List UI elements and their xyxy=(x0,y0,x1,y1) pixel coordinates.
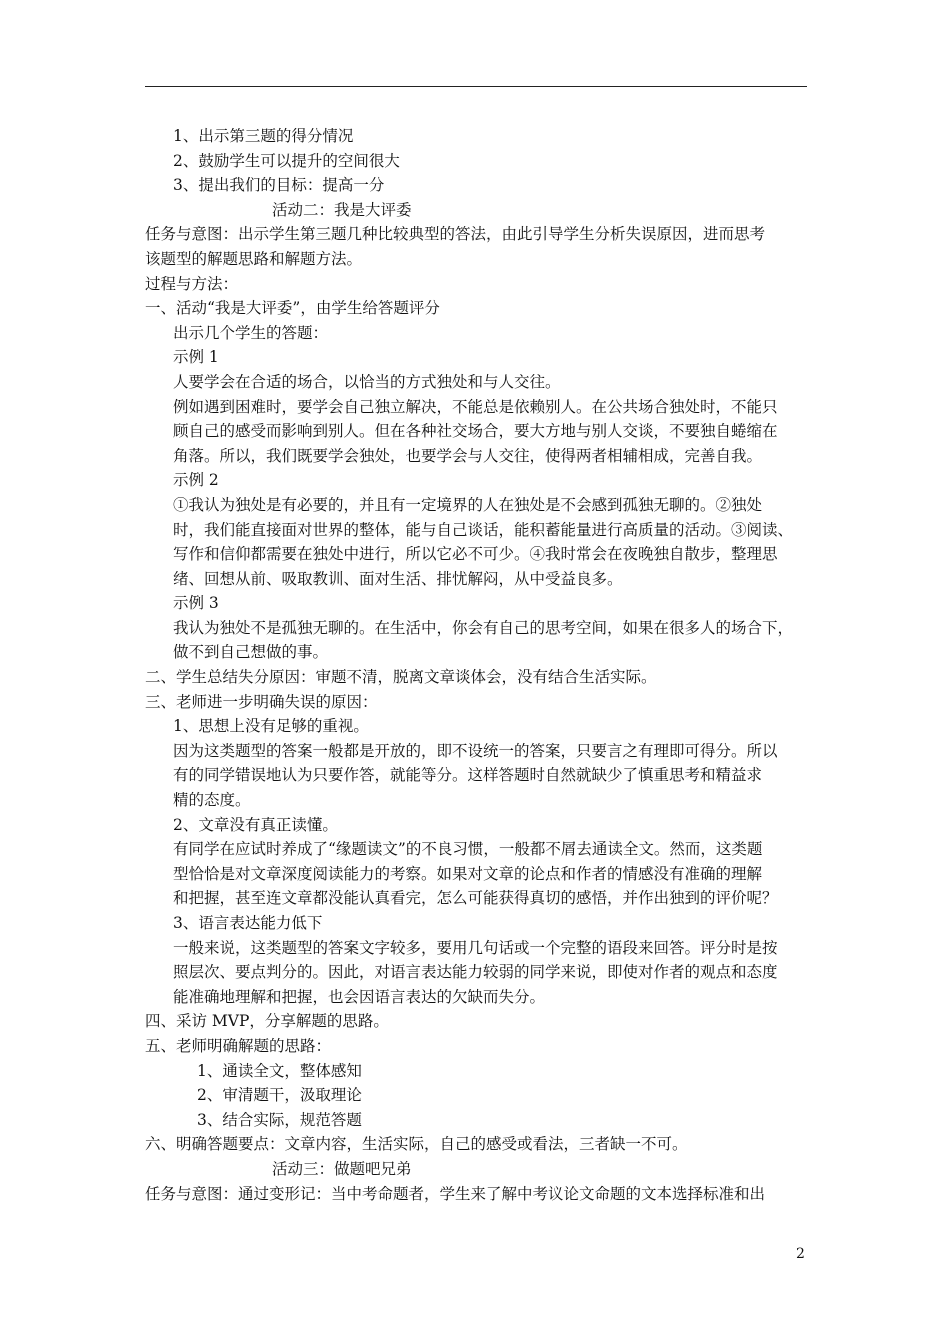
text-line: 2、鼓励学生可以提升的空间很大 xyxy=(173,151,400,170)
text-line: ①我认为独处是有必要的，并且有一定境界的人在独处是不会感到孤独无聊的。②独处 xyxy=(173,495,763,514)
text-line: 有同学在应试时养成了“缘题读文”的不良习惯，一般都不屑去通读全文。然而，这类题 xyxy=(173,840,763,859)
text-line: 任务与意图：通过变形记：当中考命题者，学生来了解中考议论文命题的文本选择标准和出 xyxy=(145,1184,766,1203)
text-line: 一、活动“我是大评委”，由学生给答题评分 xyxy=(145,299,440,318)
text-line: 1、通读全文，整体感知 xyxy=(197,1061,362,1080)
text-line: 二、学生总结失分原因：审题不清，脱离文章谈体会，没有结合生活实际。 xyxy=(145,668,657,687)
text-line: 一般来说，这类题型的答案文字较多，要用几句话或一个完整的语段来回答。评分时是按 xyxy=(173,938,778,957)
text-line: 时，我们能直接面对世界的整体，能与自己谈话，能积蓄能量进行高质量的活动。③阅读、 xyxy=(173,520,794,539)
text-line: 顾自己的感受而影响到别人。但在各种社交场合，要大方地与别人交谈，不要独自蜷缩在 xyxy=(173,422,778,441)
section-heading: 活动三：做题吧兄弟 xyxy=(272,1159,412,1178)
header-rule xyxy=(145,86,807,87)
text-line: 和把握，甚至连文章都没能认真看完，怎么可能获得真切的感悟，并作出独到的评价呢？ xyxy=(173,889,778,908)
text-line: 示例 2 xyxy=(173,471,219,490)
document-body xyxy=(145,124,813,1206)
text-line: 有的同学错误地认为只要作答，就能等分。这样答题时自然就缺少了慎重思考和精益求 xyxy=(173,766,763,785)
text-line: 能准确地理解和把握，也会因语言表达的欠缺而失分。 xyxy=(173,987,546,1006)
text-line: 过程与方法： xyxy=(145,274,239,293)
section-heading: 活动二：我是大评委 xyxy=(272,200,412,219)
text-line: 1、出示第三题的得分情况 xyxy=(173,127,354,145)
text-line: 三、老师进一步明确失误的原因： xyxy=(145,692,378,711)
text-line: 2、文章没有真正读懂。 xyxy=(173,815,338,834)
text-line: 2、审清题干，汲取理论 xyxy=(197,1086,362,1105)
page-number: 2 xyxy=(796,1246,805,1262)
text-line: 角落。所以，我们既要学会独处，也要学会与人交往，使得两者相辅相成，完善自我。 xyxy=(173,446,763,465)
text-line: 3、结合实际，规范答题 xyxy=(197,1110,362,1129)
text-line: 该题型的解题思路和解题方法。 xyxy=(145,249,363,268)
text-line: 我认为独处不是孤独无聊的。在生活中，你会有自己的思考空间，如果在很多人的场合下， xyxy=(173,618,794,637)
text-line: 四、采访 MVP，分享解题的思路。 xyxy=(145,1012,389,1031)
text-line: 3、语言表达能力低下 xyxy=(173,914,323,932)
text-line: 例如遇到困难时，要学会自己独立解决，不能总是依赖别人。在公共场合独处时，不能只 xyxy=(173,397,778,416)
text-line: 照层次、要点判分的。因此，对语言表达能力较弱的同学来说，即使对作者的观点和态度 xyxy=(173,963,778,982)
text-line: 3、提出我们的目标：提高一分 xyxy=(173,176,385,195)
text-line: 精的态度。 xyxy=(173,791,251,810)
text-line: 型恰恰是对文章深度阅读能力的考察。如果对文章的论点和作者的情感没有准确的理解 xyxy=(173,864,763,883)
text-line: 做不到自己想做的事。 xyxy=(173,643,329,662)
text-line: 出示几个学生的答题： xyxy=(173,323,329,342)
text-line: 六、明确答题要点：文章内容，生活实际，自己的感受或看法，三者缺一不可。 xyxy=(145,1135,688,1154)
text-line: 绪、回想从前、吸取教训、面对生活、排忧解闷，从中受益良多。 xyxy=(173,569,623,588)
text-line: 五、老师明确解题的思路： xyxy=(145,1036,332,1055)
text-line: 人要学会在合适的场合，以恰当的方式独处和与人交往。 xyxy=(173,372,561,391)
text-line: 写作和信仰都需要在独处中进行，所以它必不可少。④我时常会在夜晚独自散步，整理思 xyxy=(173,545,778,564)
text-line: 任务与意图：出示学生第三题几种比较典型的答法，由此引导学生分析失误原因，进而思考 xyxy=(145,225,766,244)
text-line: 1、思想上没有足够的重视。 xyxy=(173,717,369,736)
text-line: 因为这类题型的答案一般都是开放的，即不设统一的答案，只要言之有理即可得分。所以 xyxy=(173,741,778,760)
text-line: 示例 3 xyxy=(173,594,219,613)
text-line: 示例 1 xyxy=(173,348,219,367)
